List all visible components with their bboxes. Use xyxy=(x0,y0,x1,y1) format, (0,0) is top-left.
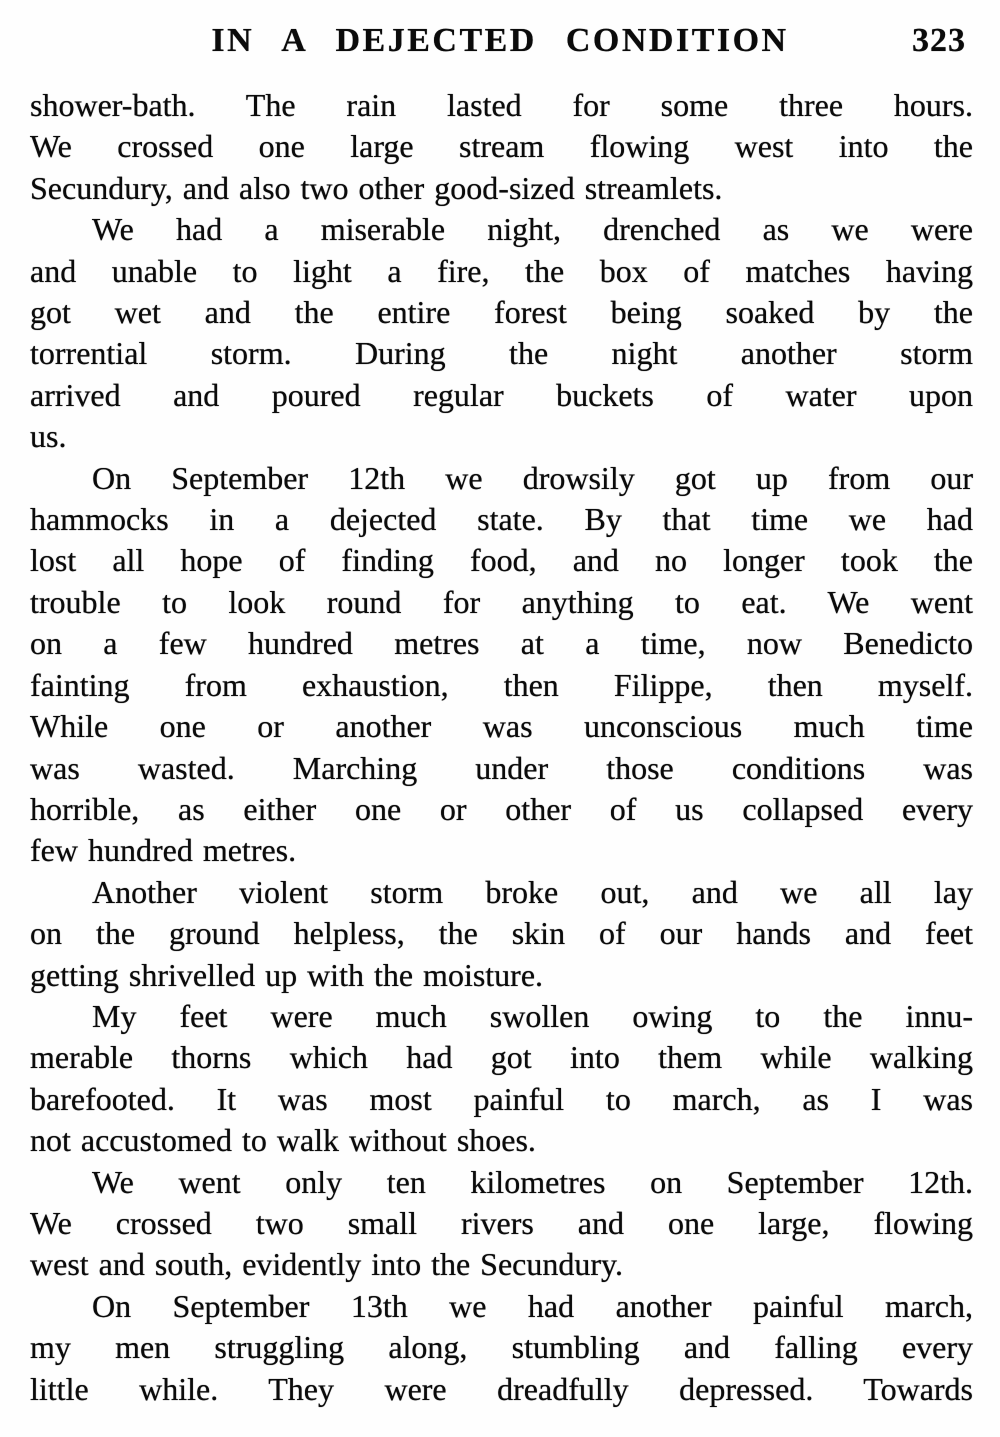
text-line: Secundury, and also two other good-sized streamlets. xyxy=(30,169,723,206)
text-line: was wasted. Marching under those conditions was xyxy=(30,749,973,786)
text-block xyxy=(30,85,973,1410)
text-line: hammocks in a dejected state. By that time we had xyxy=(30,501,973,538)
text-line: and unable to light a fire, the box of matches having xyxy=(30,252,973,289)
text-line: little while. They were dreadfully depressed. Towards xyxy=(30,1370,973,1407)
text-line: on the ground helpless, the skin of our hands and feet xyxy=(30,915,973,952)
paragraph xyxy=(30,996,973,1162)
text-line: arrived and poured regular buckets of water upon xyxy=(30,376,973,413)
text-line: lost all hope of finding food, and no longer took the xyxy=(30,542,973,579)
text-line: trouble to look round for anything to eat. We went xyxy=(30,583,973,620)
text-line: torrential storm. During the night another storm xyxy=(30,335,973,372)
text-line: On September 13th we had another painful march, xyxy=(92,1287,973,1324)
text-line: On September 12th we drowsily got up from our xyxy=(92,459,973,496)
paragraph xyxy=(30,872,973,996)
text-line: merable thorns which had got into them while walking xyxy=(30,1039,973,1076)
text-line: barefooted. It was most painful to march, as I was xyxy=(30,1080,973,1117)
text-line: us. xyxy=(30,418,67,455)
text-line: getting shrivelled up with the moisture. xyxy=(30,956,544,993)
text-line: my men struggling along, stumbling and falling every xyxy=(30,1329,973,1366)
text-line: My feet were much swollen owing to the innu- xyxy=(92,997,973,1034)
running-header-title: IN A DEJECTED CONDITION xyxy=(211,22,789,59)
text-line: horrible, as either one or other of us collapsed every xyxy=(30,790,973,827)
text-line: shower-bath. The rain lasted for some three hours. xyxy=(30,87,973,123)
text-line: We crossed one large stream flowing west into the xyxy=(30,128,973,165)
paragraph xyxy=(30,209,973,457)
text-line: got wet and the entire forest being soaked by the xyxy=(30,294,973,331)
paragraph xyxy=(30,85,973,209)
text-line: We crossed two small rivers and one large, flowing xyxy=(30,1204,973,1241)
text-line: not accustomed to walk without shoes. xyxy=(30,1122,536,1159)
text-line: west and south, evidently into the Secundury. xyxy=(30,1246,623,1283)
text-line: Another violent storm broke out, and we all lay xyxy=(92,873,973,910)
paragraph xyxy=(30,1162,973,1286)
text-line: While one or another was unconscious much time xyxy=(30,708,973,745)
text-line: We had a miserable night, drenched as we were xyxy=(92,211,973,248)
text-line: We went only ten kilometres on September 12th. xyxy=(92,1163,973,1200)
text-line: few hundred metres. xyxy=(30,832,297,869)
paragraph xyxy=(30,1286,973,1410)
text-line: on a few hundred metres at a time, now Benedicto xyxy=(30,625,973,662)
page-number: 323 xyxy=(912,22,966,59)
text-line: fainting from exhaustion, then Filippe, then myself. xyxy=(30,666,973,703)
paragraph xyxy=(30,458,973,872)
